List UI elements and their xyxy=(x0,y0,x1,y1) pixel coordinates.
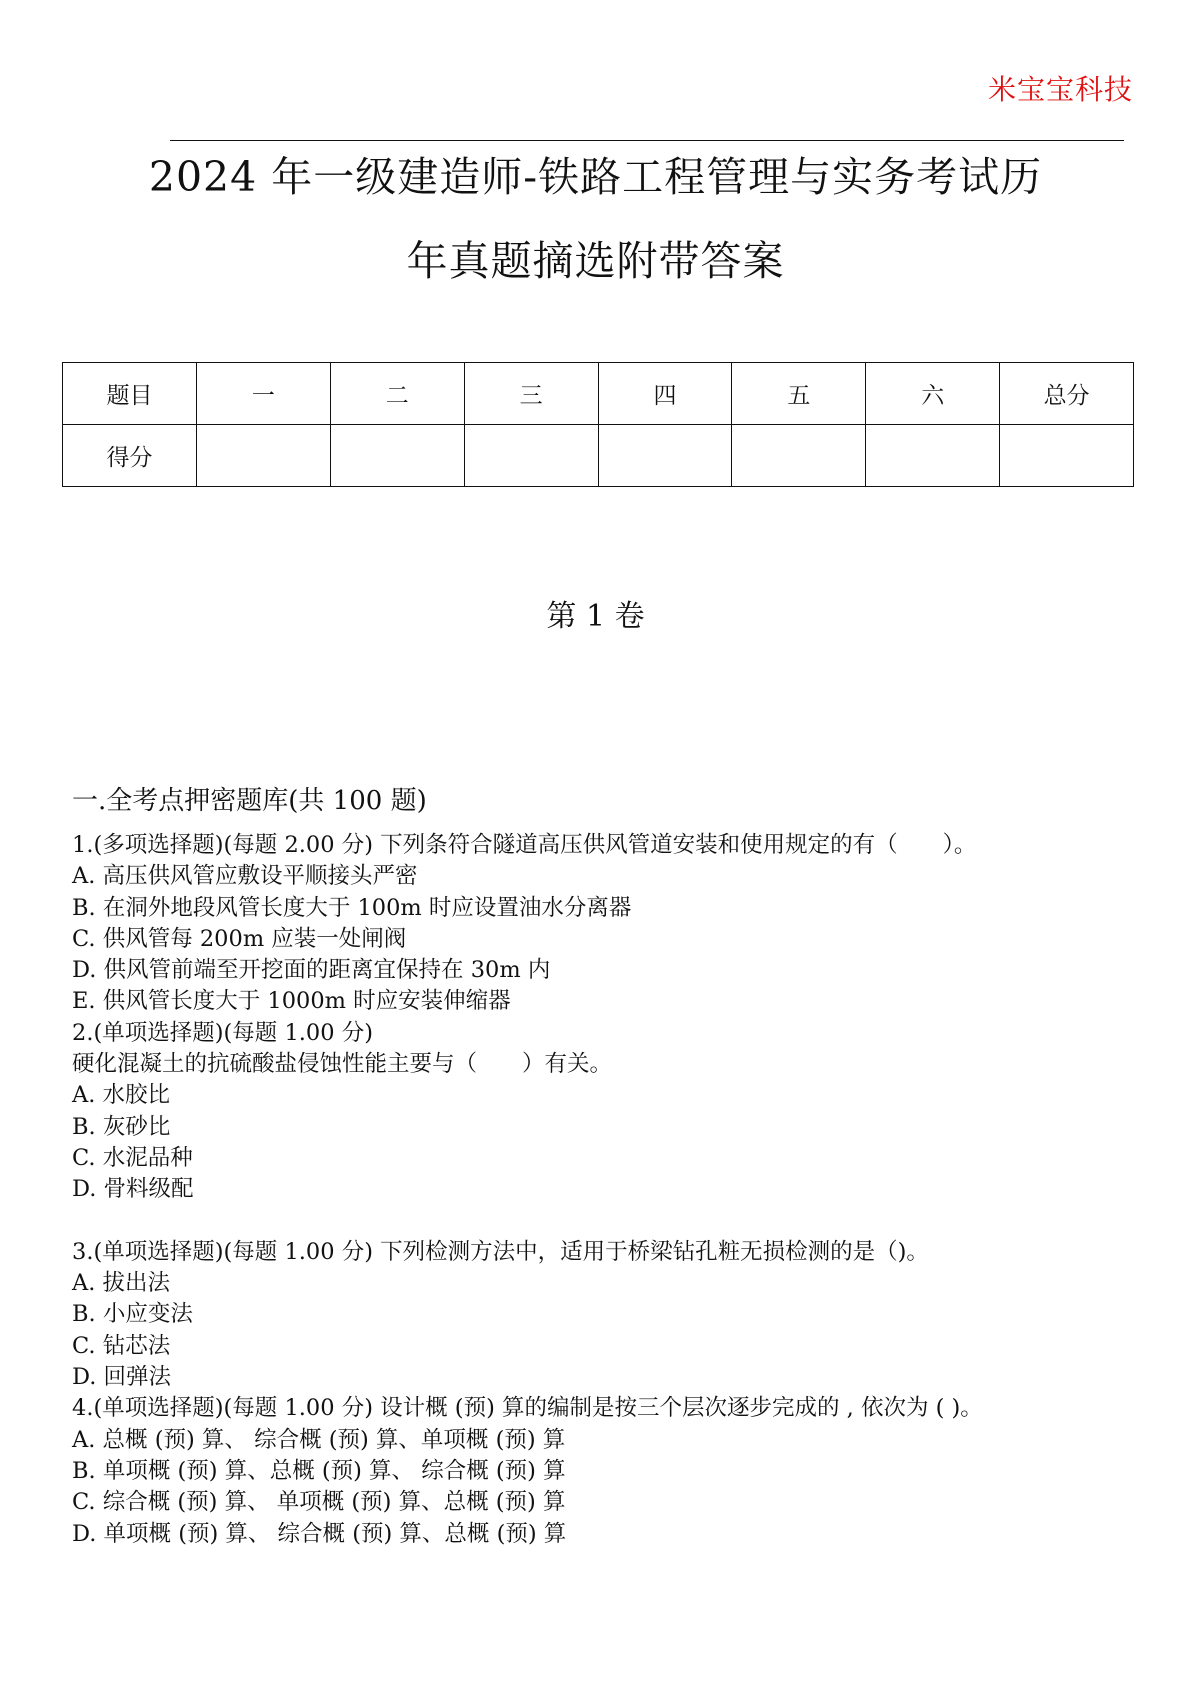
option-b: B. 小应变法 xyxy=(72,1301,193,1328)
option-c: C. 综合概 (预) 算、 单项概 (预) 算、总概 (预) 算 xyxy=(72,1489,566,1516)
question-stem: 3.(单项选择题)(每题 1.00 分) 下列检测方法中，适用于桥梁钻孔粧无损检测的是（)。 xyxy=(72,1238,929,1265)
question-list xyxy=(72,830,1132,1550)
question-stem: 1.(多项选择题)(每题 2.00 分) 下列条符合隧道高压供风管道安装和使用规定的有（ ）。 xyxy=(72,832,977,858)
option-d: D. 单项概 (预) 算、 综合概 (预) 算、总概 (预) 算 xyxy=(72,1520,567,1547)
score-table xyxy=(62,362,1134,487)
section-heading: 一.全考点押密题库(共 100 题) xyxy=(72,786,427,816)
title-line-2: 年真题摘选附带答案 xyxy=(406,237,785,285)
question-4 xyxy=(72,1393,1132,1549)
option-c: C. 钻芯法 xyxy=(72,1332,171,1359)
option-d: D. 供风管前端至开挖面的距离宜保持在 30m 内 xyxy=(72,957,551,984)
score-header-cell: 一 xyxy=(196,363,330,425)
score-header-cell: 六 xyxy=(866,363,1000,425)
score-input-cell[interactable] xyxy=(196,425,330,487)
question-2 xyxy=(72,1018,1132,1206)
brand-label: 米宝宝科技 xyxy=(987,73,1133,106)
score-input-cell[interactable] xyxy=(732,425,866,487)
option-b: B. 单项概 (预) 算、总概 (预) 算、 综合概 (预) 算 xyxy=(72,1457,566,1484)
option-d: D. 回弹法 xyxy=(72,1364,172,1391)
question-spacer xyxy=(72,1206,1132,1237)
score-input-cell[interactable] xyxy=(330,425,464,487)
score-input-cell[interactable] xyxy=(866,425,1000,487)
option-b: B. 在洞外地段风管长度大于 100m 时应设置油水分离器 xyxy=(72,894,632,921)
score-input-cell[interactable] xyxy=(598,425,732,487)
option-c: C. 供风管每 200m 应装一处闸阀 xyxy=(72,925,407,952)
option-d: D. 骨料级配 xyxy=(72,1176,194,1203)
score-input-cell[interactable] xyxy=(464,425,598,487)
score-header-cell: 题目 xyxy=(63,363,197,425)
option-a: A. 水胶比 xyxy=(72,1082,171,1109)
question-stem: 4.(单项选择题)(每题 1.00 分) 设计概 (预) 算的编制是按三个层次逐步完成的 , 依次为 ( )。 xyxy=(72,1395,983,1422)
option-a: A. 总概 (预) 算、 综合概 (预) 算、单项概 (预) 算 xyxy=(72,1426,566,1453)
score-header-cell: 四 xyxy=(598,363,732,425)
score-header-cell: 三 xyxy=(464,363,598,425)
option-a: A. 拔出法 xyxy=(72,1270,171,1297)
option-e: E. 供风管长度大于 1000m 时应安装伸缩器 xyxy=(72,988,511,1015)
volume-heading: 第 1 卷 xyxy=(546,599,645,634)
document-title xyxy=(60,135,1131,303)
option-c: C. 水泥品种 xyxy=(72,1144,193,1171)
score-table-score-row xyxy=(63,425,1134,487)
question-3 xyxy=(72,1237,1132,1393)
score-table-header-row xyxy=(63,363,1134,425)
option-b: B. 灰砂比 xyxy=(72,1113,171,1140)
score-row-label: 得分 xyxy=(63,425,197,487)
title-line-1: 2024 年一级建造师-铁路工程管理与实务考试历 xyxy=(148,153,1043,201)
option-a: A. 高压供风管应敷设平顺接头严密 xyxy=(72,863,418,890)
score-header-cell: 二 xyxy=(330,363,464,425)
score-header-cell: 总分 xyxy=(1000,363,1134,425)
score-input-cell[interactable] xyxy=(1000,425,1134,487)
score-header-cell: 五 xyxy=(732,363,866,425)
question-stem-continued: 硬化混凝土的抗硫酸盐侵蚀性能主要与（ ）有关。 xyxy=(72,1051,613,1078)
question-1 xyxy=(72,830,1132,1018)
question-stem: 2.(单项选择题)(每题 1.00 分) xyxy=(72,1019,373,1046)
